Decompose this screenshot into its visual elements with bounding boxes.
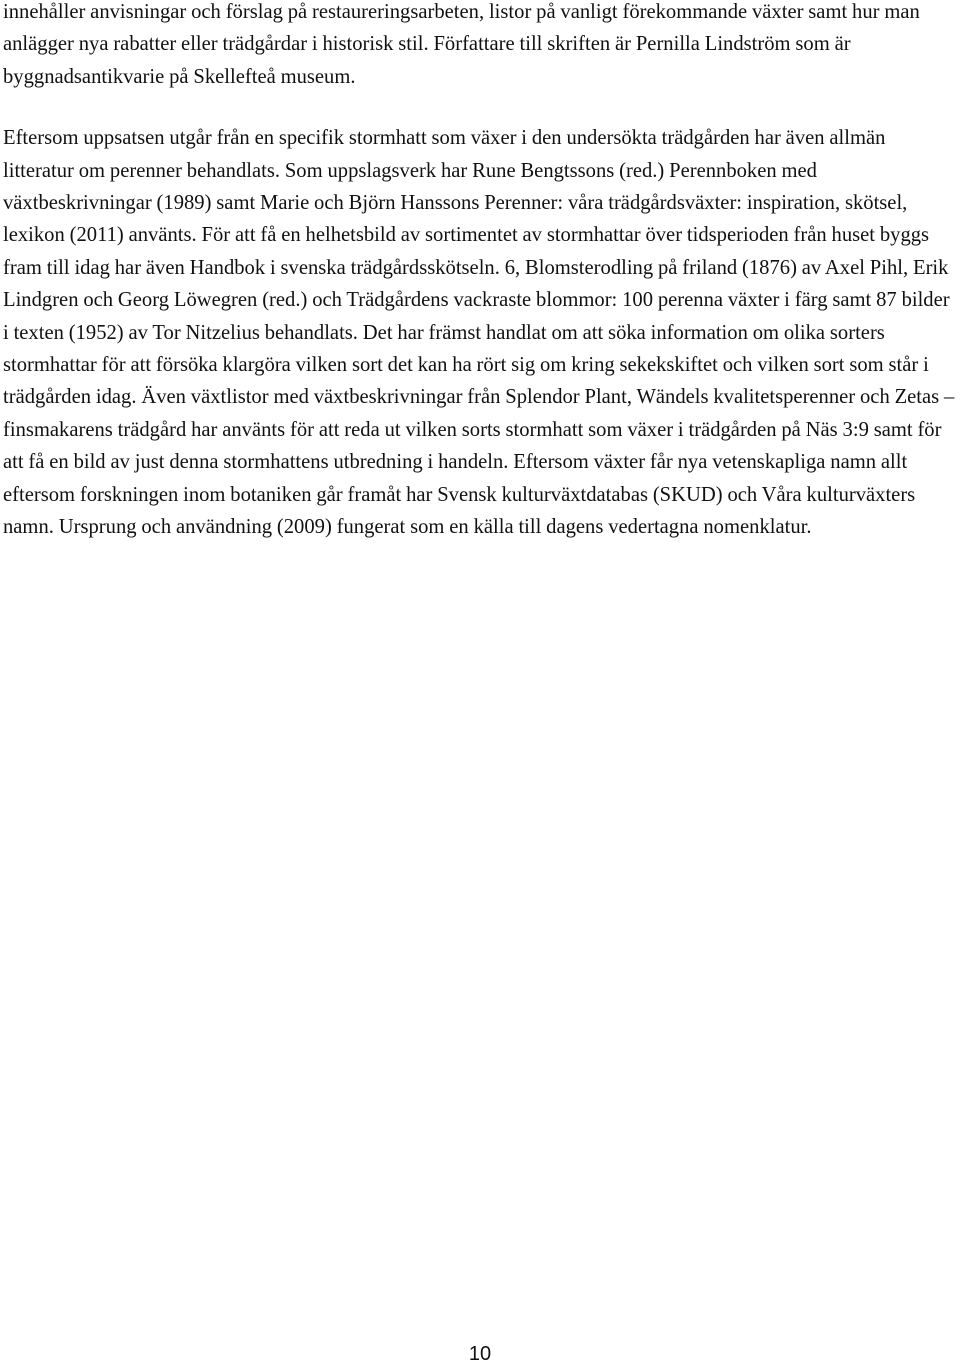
document-page	[3, 0, 958, 544]
page-number: 10	[468, 1343, 492, 1365]
paragraph-continued-restoration-guide: innehåller anvisningar och förslag på restaureringsarbeten, listor på vanligt förekommande växter samt hur man anlägger nya rabatter eller trädgårdar i historisk stil. Författare till skriften är Pernilla Lindström som är byggnadsantikvarie på Skellefteå museum.	[3, 1, 920, 88]
paragraph-perennial-literature: Eftersom uppsatsen utgår från en specifik stormhatt som växer i den undersökta trädgården har även allmän litteratur om perenner behandlats. Som uppslagsverk har Rune Bengtssons (red.) Perennboken med växtbeskrivningar (1989) samt Marie och Björn Hanssons Perenner: våra trädgårdsväxter: inspiration, skötsel, lexikon (2011) använts. För att få en helhetsbild av sortimentet av stormhattar över tidsperioden från huset byggs fram till idag har även Handbok i svenska trädgårdsskötseln. 6, Blomsterodling på friland (1876) av Axel Pihl, Erik Lindgren och Georg Löwegren (red.) och Trädgårdens vackraste blommor: 100 perenna växter i färg samt 87 bilder i texten (1952) av Tor Nitzelius behandlats. Det har främst handlat om att söka information om olika sorters stormhattar för att försöka klargöra vilken sort det kan ha rört sig om kring sekekskiftet och vilken sort som står i trädgården idag. Även växtlistor med växtbeskrivningar från Splendor Plant, Wändels kvalitetsperenner och Zetas – finsmakarens trädgård har använts för att reda ut vilken sorts stormhatt som växer i trädgården på Näs 3:9 samt för att få en bild av just denna stormhattens utbredning i handeln. Eftersom växter får nya vetenskapliga namn allt eftersom forskningen inom botaniken går framåt har Svensk kulturväxtdatabas (SKUD) och Våra kulturväxters namn. Ursprung och användning (2009) fungerat som en källa till dagens vedertagna nomenklatur.	[3, 127, 955, 539]
